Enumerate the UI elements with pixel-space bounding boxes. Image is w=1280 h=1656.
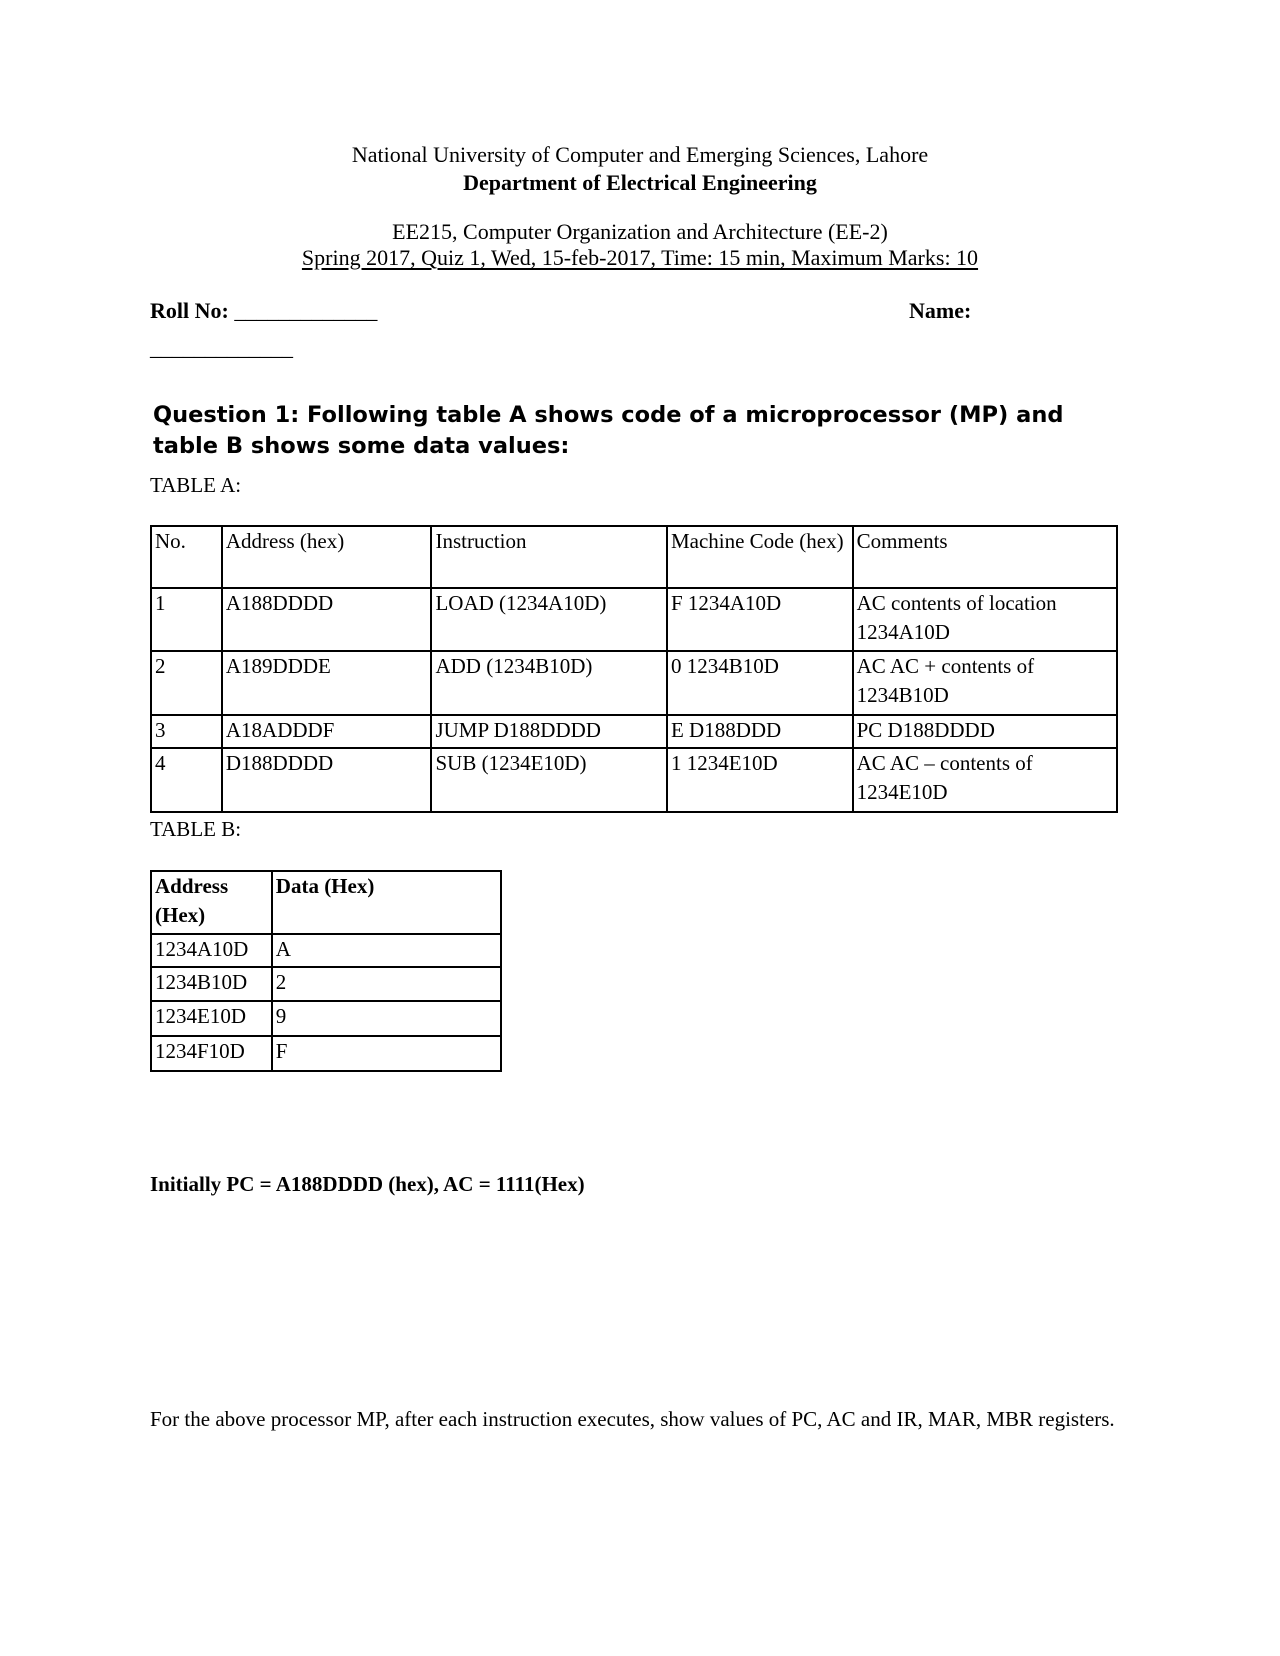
table-cell: 1234F10D [151,1036,272,1071]
table-b [150,870,502,1072]
quiz-info-text: Spring 2017, Quiz 1, Wed, 15-feb-2017, Time: 15 min, Maximum Marks: 10 [301,245,979,270]
table-cell: ADD (1234B10D) [431,651,666,715]
table-row [151,1036,501,1071]
table-cell: AC AC + contents of 1234B10D [853,651,1117,715]
roll-no-field [150,298,377,324]
question-text: Question 1: Following table A shows code of a microprocessor (MP) and table B shows some data values: [153,402,1064,459]
table-cell: AC contents of location 1234A10D [853,588,1117,651]
table-cell: 1234B10D [151,967,272,1001]
table-b-header-cell: Address (Hex) [151,871,272,934]
table-a-header-cell: Instruction [431,526,666,588]
table-cell: 0 1234B10D [667,651,853,715]
initial-values: Initially PC = A188DDDD (hex), AC = 1111(Hex) [150,1172,585,1196]
table-cell: A [272,934,501,967]
table-cell: 9 [272,1001,501,1036]
table-cell: SUB (1234E10D) [431,748,666,812]
table-cell: D188DDDD [222,748,432,812]
table-row [151,748,1117,812]
table-cell: A18ADDDF [222,715,432,748]
table-a-header-cell: No. [151,526,222,588]
table-row [151,715,1117,748]
table-a-title: TABLE A: [150,473,242,497]
university-name: National University of Computer and Emerging Sciences, Lahore [351,142,929,167]
table-cell: 1 [151,588,222,651]
instruction-text: For the above processor MP, after each instruction executes, show values of PC, AC and IR, MAR, MBR registers. [150,1407,1115,1431]
table-b-header-cell: Data (Hex) [272,871,501,934]
table-cell: 1 1234E10D [667,748,853,812]
table-cell: F 1234A10D [667,588,853,651]
table-row [151,651,1117,715]
table-cell: F [272,1036,501,1071]
name-label: Name: [909,298,972,323]
table-cell: JUMP D188DDDD [431,715,666,748]
table-cell: A189DDDE [222,651,432,715]
table-row [151,934,501,967]
table-cell: 1234E10D [151,1001,272,1036]
table-cell: AC AC – contents of 1234E10D [853,748,1117,812]
roll-no-label: Roll No: [150,298,229,323]
table-a-header-cell: Address (hex) [222,526,432,588]
course-title: EE215, Computer Organization and Architecture (EE-2) [392,219,888,244]
table-row [151,1001,501,1036]
table-a-header-cell: Machine Code (hex) [667,526,853,588]
department-name: Department of Electrical Engineering [463,170,817,195]
table-cell: LOAD (1234A10D) [431,588,666,651]
name-blank: _____________ [150,335,293,360]
table-cell: 1234A10D [151,934,272,967]
table-cell: 2 [272,967,501,1001]
table-row [151,967,501,1001]
table-cell: PC D188DDDD [853,715,1117,748]
table-a-header-row [151,526,1117,588]
table-a [150,525,1118,813]
table-b-header-row [151,871,501,934]
table-cell: 2 [151,651,222,715]
roll-no-blank: _____________ [234,298,378,323]
table-a-header-cell: Comments [853,526,1117,588]
quiz-info [0,245,1280,271]
table-cell: 3 [151,715,222,748]
table-row [151,588,1117,651]
table-b-title: TABLE B: [150,817,242,841]
table-cell: A188DDDD [222,588,432,651]
table-cell: 4 [151,748,222,812]
table-cell: E D188DDD [667,715,853,748]
